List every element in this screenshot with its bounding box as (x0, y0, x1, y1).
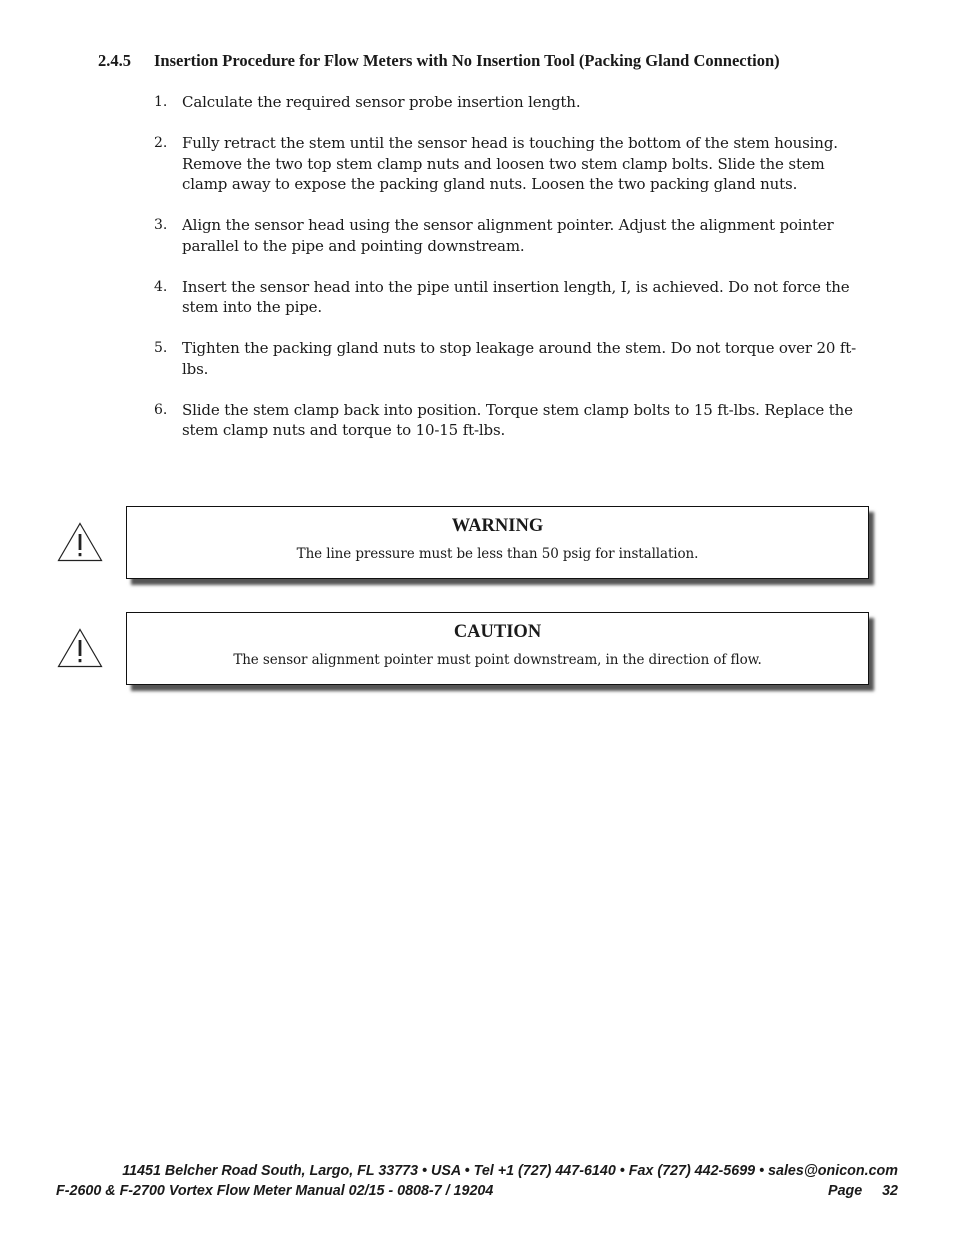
page-label: Page (828, 1183, 863, 1199)
step-text: Slide the stem clamp back into position. Torque stem clamp bolts to 15 ft-lbs. Replace the stem clamp nuts and torque to 10-15 ft-lbs. (182, 400, 853, 439)
footer-address: 11451 Belcher Road South, Largo, FL 33773 • USA • Tel +1 (727) 447-6140 • Fax (727) 442-5699 • sales@onicon.com (122, 1163, 898, 1179)
caution-text: The sensor alignment pointer must point downstream, in the direction of flow. (233, 652, 762, 668)
caution-box (126, 612, 869, 685)
step-number: 3. (154, 217, 168, 233)
step-number: 6. (154, 401, 168, 418)
step-item (154, 133, 874, 195)
step-number: 1. (154, 94, 168, 110)
step-text: Align the sensor head using the sensor alignment pointer. Adjust the alignment pointer parallel to the pipe and pointing downstream. (182, 216, 834, 255)
procedure-steps (154, 92, 874, 461)
step-number: 4. (154, 278, 168, 295)
section-title: Insertion Procedure for Flow Meters with No Insertion Tool (Packing Gland Connection) (154, 51, 780, 70)
step-item (154, 400, 874, 441)
page-indicator (828, 1183, 898, 1200)
step-item (154, 92, 874, 113)
warning-triangle-icon (57, 522, 103, 562)
section-heading (98, 51, 780, 71)
step-number: 5. (154, 340, 168, 356)
step-text: Calculate the required sensor probe insertion length. (182, 93, 581, 111)
caution-triangle-icon (57, 628, 103, 668)
footer-manual-line (56, 1183, 898, 1200)
step-item (154, 215, 874, 256)
page-number: 32 (882, 1183, 898, 1199)
step-text: Tighten the packing gland nuts to stop leakage around the stem. Do not torque over 20 ft-lbs. (182, 339, 857, 378)
warning-title: WARNING (451, 516, 544, 536)
step-text: Fully retract the stem until the sensor head is touching the bottom of the stem housing. Remove the two top stem clamp nuts and loosen two stem clamp bolts. Slide the stem clamp away to expose the packing gland nuts. Loosen the two packing gland nuts. (182, 134, 838, 193)
step-item (154, 338, 874, 379)
warning-box (126, 506, 869, 579)
step-item (154, 277, 874, 318)
caution-title: CAUTION (453, 622, 542, 642)
step-text: Insert the sensor head into the pipe until insertion length, I, is achieved. Do not force the stem into the pipe. (182, 277, 850, 316)
step-number: 2. (154, 135, 168, 151)
footer-manual-title: F-2600 & F-2700 Vortex Flow Meter Manual 02/15 - 0808-7 / 19204 (56, 1183, 494, 1199)
warning-text: The line pressure must be less than 50 psig for installation. (296, 546, 699, 562)
section-number: 2.4.5 (98, 51, 131, 70)
